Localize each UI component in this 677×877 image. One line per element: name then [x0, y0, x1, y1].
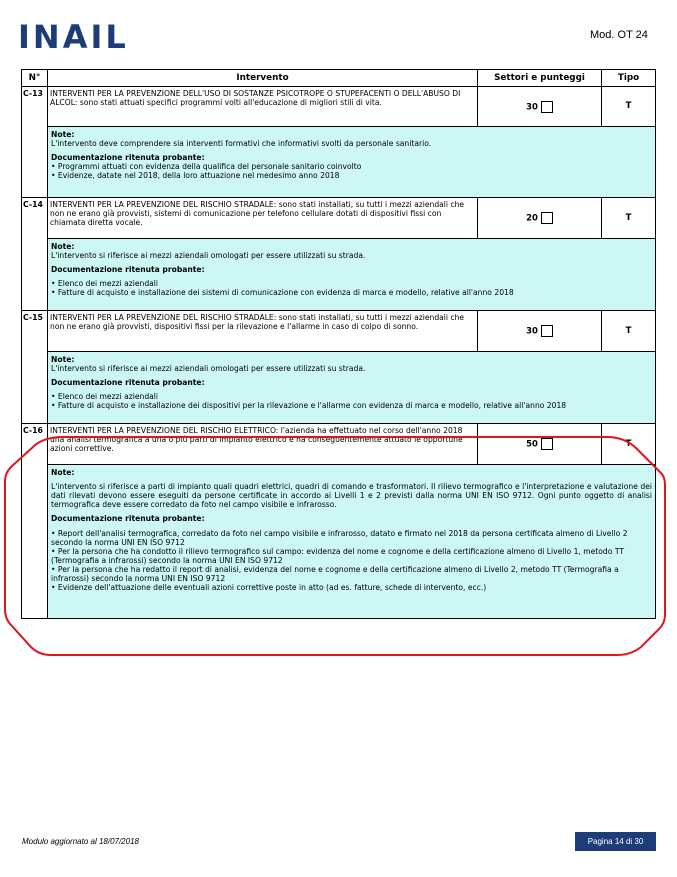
score-value: 20 — [526, 213, 538, 224]
doc-item: • Programmi attuati con evidenza della qualifica del personale sanitario coinvolto — [51, 162, 362, 172]
table-row — [22, 311, 656, 352]
note-cell — [48, 352, 656, 424]
score-cell — [478, 424, 602, 465]
doc-title: Documentazione ritenuta probante: — [51, 153, 205, 163]
column-header-num: N° — [22, 70, 48, 87]
doc-title: Documentazione ritenuta probante: — [51, 514, 205, 524]
score-value: 30 — [526, 102, 538, 112]
doc-item: • Evidenze dell'attuazione delle eventuali azioni correttive poste in atto (ad es. fatture, schede di intervento, ecc.) — [51, 583, 487, 593]
note-title: Note: — [51, 130, 75, 139]
inail-logo: INAIL — [18, 18, 129, 56]
column-header-settori: Settori e punteggi — [478, 70, 602, 87]
doc-item: • Evidenze, datate nel 2018, della loro attuazione nel medesimo anno 2018 — [51, 171, 340, 181]
score-value: 30 — [526, 326, 538, 337]
note-cell — [48, 465, 656, 619]
doc-item: • Fatture di acquisto e installazione dei sistemi di comunicazione con evidenza di marca e modello, relative all'anno 2018 — [51, 288, 514, 298]
tipo-cell: T — [602, 198, 656, 239]
doc-title: Documentazione ritenuta probante: — [51, 265, 205, 275]
doc-item: • Elenco dei mezzi aziendali — [51, 392, 159, 402]
note-row — [22, 352, 656, 424]
score-cell — [478, 87, 602, 127]
table-header-row — [22, 70, 656, 87]
row-id: C-13 — [22, 87, 48, 198]
score-value: 50 — [526, 439, 538, 450]
note-row — [22, 239, 656, 311]
doc-item: • Fatture di acquisto e installazione dei dispositivi per la rilevazione e l'allarme con evidenza di marca e modello, relative all'anno 2018 — [51, 401, 567, 411]
note-text: L'intervento si riferisce ai mezzi aziendali omologati per essere utilizzati su strada. — [51, 364, 366, 374]
table-row — [22, 87, 656, 127]
row-id: C-16 — [22, 424, 48, 619]
page-number-badge: Pagina 14 di 30 — [575, 832, 656, 851]
tipo-cell: T — [602, 87, 656, 127]
score-checkbox[interactable] — [541, 101, 553, 113]
note-row — [22, 465, 656, 619]
score-checkbox[interactable] — [541, 212, 553, 224]
doc-item: • Report dell'analisi termografica, corredato da foto nel campo visibile e infrarosso, datato e firmato nel 2018 da persona certificata almeno di Livello 2 secondo la norma UNI EN ISO 9712 — [51, 528, 628, 547]
score-checkbox[interactable] — [541, 325, 553, 337]
note-title: Note: — [51, 468, 75, 477]
note-cell — [48, 127, 656, 198]
intervention-text: INTERVENTI PER LA PREVENZIONE DEL RISCHIO ELETTRICO: l'azienda ha effettuato nel corso dell'anno 2018 una analisi termografica a una o più parti di impianto elettrico e ha conseguentemente attuato le opportune azioni correttive. — [48, 424, 478, 465]
intervention-text: INTERVENTI PER LA PREVENZIONE DEL RISCHIO STRADALE: sono stati installati, su tutti i mezzi aziendali che non ne erano già provvisti, sistemi di comunicazione per telefono cellulare dotati di dispositivi fissi con chiamata diretta vocale. — [48, 198, 478, 239]
score-checkbox[interactable] — [541, 438, 553, 450]
note-text: L'intervento deve comprendere sia interventi formativi che informativi svolti da personale sanitario. — [51, 139, 432, 149]
doc-item: • Elenco dei mezzi aziendali — [51, 279, 159, 289]
doc-title: Documentazione ritenuta probante: — [51, 378, 205, 388]
note-cell — [48, 239, 656, 311]
intervention-text: INTERVENTI PER LA PREVENZIONE DELL'USO DI SOSTANZE PSICOTROPE O STUPEFACENTI O DELL'ABUSO DI ALCOL: sono stati attuati specifici programmi volti all'educazione di migliori stili di vita. — [48, 87, 478, 127]
module-code: Mod. OT 24 — [590, 29, 648, 41]
note-title: Note: — [51, 355, 75, 364]
row-id: C-15 — [22, 311, 48, 424]
note-title: Note: — [51, 242, 75, 251]
note-text: L'intervento si riferisce a parti di impianto quali quadri elettrici, quadri di comando e trasformatori. Il rilievo termografico e l'interpretazione e valutazione dei dati rilevati devono essere eseguiti da persone certificate in accordo ai Livelli 1 e 2 previsti dalla norma UNI EN ISO 9712. Ogni punto oggetto di analisi termografica deve essere corredato da foto nel campo visibile e infrarosso. — [51, 482, 652, 510]
table-row — [22, 198, 656, 239]
note-row — [22, 127, 656, 198]
footer-updated: Modulo aggiornato al 18/07/2018 — [22, 837, 139, 846]
doc-item: • Per la persona che ha redatto il report di analisi, evidenza del nome e cognome e della certificazione almeno di Livello 2, metodo TT (Termografia a infrarossi) secondo la norma UNI EN ISO 9712 — [51, 564, 619, 584]
doc-item: • Per la persona che ha condotto il rilievo termografico sul campo: evidenza del nome e cognome e della certificazione almeno di Livello 1, metodo TT (Termografia a infrarossi) secondo la norma UNI EN ISO 9712 — [51, 546, 624, 565]
table-row — [22, 424, 656, 465]
intervention-text: INTERVENTI PER LA PREVENZIONE DEL RISCHIO STRADALE: sono stati installati, su tutti i mezzi aziendali che non ne erano già provvisti, dispositivi fissi per la rilevazione e l'allarme in caso di colpo di sonno. — [48, 311, 478, 352]
score-cell — [478, 311, 602, 352]
row-id: C-14 — [22, 198, 48, 311]
note-text: L'intervento si riferisce ai mezzi aziendali omologati per essere utilizzati su strada. — [51, 251, 366, 261]
score-cell — [478, 198, 602, 239]
column-header-intervento: Intervento — [48, 70, 478, 87]
column-header-tipo: Tipo — [602, 70, 656, 87]
tipo-cell: T — [602, 424, 656, 465]
tipo-cell: T — [602, 311, 656, 352]
interventions-table — [21, 69, 656, 619]
